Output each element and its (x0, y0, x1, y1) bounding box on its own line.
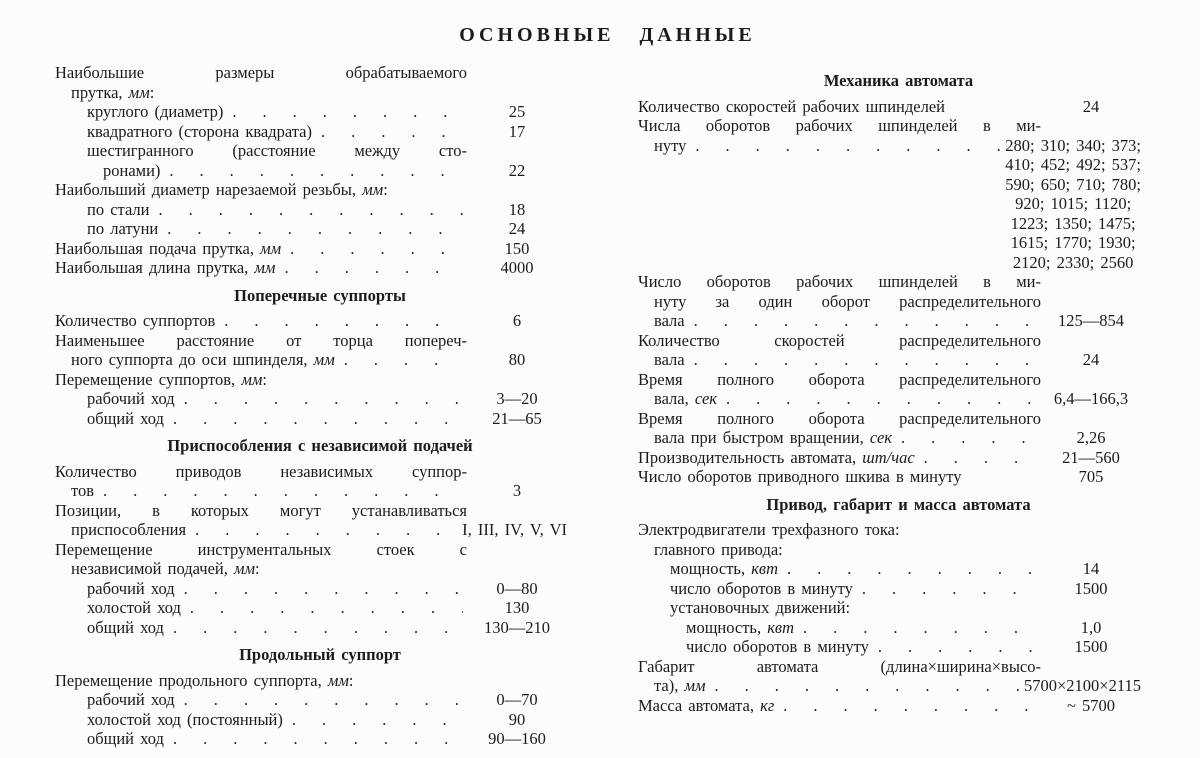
spec-label-line (55, 540, 467, 560)
spec-label-text: Число оборотов приводного шкива в минуту (638, 467, 962, 486)
dot-leader (878, 637, 1037, 657)
spec-row (55, 598, 585, 618)
spec-row (55, 462, 585, 501)
spec-entry (638, 696, 1159, 716)
dot-leader (694, 350, 1037, 370)
spec-label (55, 239, 281, 259)
spec-row (55, 141, 585, 180)
spec-label (55, 219, 158, 239)
spec-row (638, 637, 1159, 657)
spec-entry (55, 618, 585, 638)
spec-label-text: по стали (87, 199, 150, 219)
spec-entry (55, 710, 585, 730)
dot-leader (787, 559, 1037, 579)
spec-label (638, 520, 900, 540)
spec-label (55, 409, 164, 429)
spec-label (638, 559, 778, 579)
spec-entry (638, 676, 1159, 696)
spec-row (55, 690, 585, 710)
spec-value: 705 (1078, 467, 1104, 486)
spec-entry (638, 136, 1159, 273)
spec-entry (55, 122, 585, 142)
spec-value: 6 (512, 311, 522, 330)
spec-label (55, 579, 175, 599)
spec-label-text: Числа оборотов рабочих шпинделей в ми- (638, 116, 1041, 135)
spec-row (638, 467, 1159, 487)
spec-label-text: Электродвигатели трехфазного тока: (638, 520, 900, 539)
spec-label (638, 618, 794, 638)
spec-value: 24 (1082, 96, 1100, 116)
left-column (55, 63, 585, 749)
spec-row (638, 448, 1159, 468)
dot-leader (103, 481, 463, 501)
spec-value: 1500 (1074, 637, 1108, 656)
spec-entry (638, 540, 1159, 560)
spec-label-text: ного суппорта до оси шпинделя, мм (71, 350, 335, 369)
spec-entry (55, 370, 585, 390)
spec-label-line (55, 501, 467, 521)
spec-label (638, 598, 850, 618)
spec-value-line: 590; 650; 710; 780; (1005, 174, 1141, 194)
spec-label-text: Количество приводов независимых суппор- (55, 461, 467, 481)
spec-row (638, 116, 1159, 272)
spec-value: 3—20 (496, 389, 538, 408)
spec-entry (55, 311, 585, 331)
unit-label: шт/час (862, 447, 915, 467)
spec-entry (638, 520, 1159, 540)
spec-label-text: вала (654, 350, 685, 369)
page-title: ОСНОВНЫЕ ДАННЫЕ (459, 24, 756, 46)
dot-leader (726, 389, 1037, 409)
section-heading: Приспособления с независимой подачей (167, 436, 473, 455)
spec-entry (638, 389, 1159, 409)
spec-label (55, 690, 175, 710)
spec-row (55, 219, 585, 239)
spec-entry (55, 219, 585, 239)
dot-leader (783, 696, 1037, 716)
spec-label-line (638, 409, 1041, 429)
spec-label (55, 122, 312, 142)
spec-label-line (638, 292, 1041, 312)
dot-leader (173, 729, 463, 749)
spec-label (55, 370, 267, 390)
spec-value: 0—70 (496, 690, 538, 709)
spec-value: 0—80 (496, 578, 538, 598)
dot-leader (321, 122, 463, 142)
spec-label (55, 389, 175, 409)
spec-row (638, 559, 1159, 579)
spec-label-line (638, 331, 1041, 351)
spec-entry (55, 83, 585, 103)
spec-entry (55, 671, 585, 691)
right-column (638, 63, 1159, 749)
spec-label-text: Количество суппортов (55, 311, 216, 330)
spec-label-text: Количество скоростей распределительного (638, 330, 1041, 350)
spec-label (55, 102, 223, 122)
dot-leader (173, 409, 463, 429)
spec-value-line: 1223; 1350; 1475; (1010, 213, 1136, 233)
spec-row (55, 370, 585, 390)
spec-value: 80 (508, 350, 526, 369)
spec-value: 90 (508, 709, 526, 729)
spec-entry (55, 729, 585, 749)
unit-label: мм (254, 258, 276, 277)
spec-row (638, 272, 1159, 331)
spec-value: I, III, IV, V, VI (462, 520, 567, 539)
spec-label (55, 83, 154, 103)
spec-label (55, 161, 160, 181)
spec-label-text: Время полного оборота распределительного (638, 408, 1041, 428)
unit-label: мм (233, 559, 256, 578)
spec-entry (55, 258, 585, 278)
spec-label-text: приспособления (71, 520, 187, 539)
spec-label-text: Наибольший диаметр нарезаемой резьбы, мм: (55, 180, 388, 199)
unit-label: мм (684, 676, 706, 695)
spec-label-text: главного привода: (654, 539, 783, 559)
spec-entry (638, 97, 1159, 117)
spec-label-line (55, 63, 467, 83)
spec-row (55, 671, 585, 691)
spec-value: 25 (508, 102, 526, 121)
dot-leader (803, 618, 1037, 638)
spec-value: 5700×2100×2115 (1024, 676, 1141, 695)
spec-row (638, 370, 1159, 409)
spec-label-text: вала (654, 311, 685, 330)
spec-label-text: Наибольшая длина прутка, мм (55, 258, 276, 277)
spec-label (55, 598, 181, 618)
spec-label-line (638, 272, 1041, 292)
spec-label (55, 710, 283, 730)
spec-label (55, 311, 215, 331)
spec-entry (638, 448, 1159, 468)
spec-value-line: 280; 310; 340; 373; (1005, 135, 1141, 155)
spec-label (638, 696, 774, 716)
spec-label-text: холостой ход (87, 598, 181, 617)
spec-value: 21—65 (492, 408, 542, 428)
spec-label (638, 637, 869, 657)
spec-label-text: Наименьшее расстояние от торца попереч- (55, 330, 467, 350)
spec-label-text: независимой подачей, мм: (71, 559, 260, 578)
spec-row (55, 409, 585, 429)
spec-row (638, 579, 1159, 599)
spec-label (55, 180, 388, 200)
spec-label-text: Перемещение суппортов, мм: (55, 369, 267, 389)
spec-value: 2,26 (1076, 428, 1106, 447)
spec-row (55, 710, 585, 730)
spec-label-text: Наибольшая подача прутка, мм (55, 238, 282, 258)
spec-label (638, 389, 717, 409)
spec-value-line: 410; 452; 492; 537; (1005, 155, 1141, 174)
spec-entry (55, 598, 585, 618)
spec-value: 17 (508, 121, 526, 141)
spec-label-text: рабочий ход (87, 578, 175, 598)
spec-label-text: Наибольшие размеры обрабатываемого (55, 63, 467, 82)
dot-leader (284, 258, 463, 278)
spec-label-text: рабочий ход (87, 690, 175, 709)
spec-row (55, 331, 585, 370)
spec-value: ~ 5700 (1066, 695, 1116, 715)
spec-entry (638, 350, 1159, 370)
spec-label-text: по латуни (87, 219, 159, 238)
spec-label (55, 200, 149, 220)
spec-entry (55, 520, 585, 540)
spec-row (55, 258, 585, 278)
spec-label-text: число оборотов в минуту (686, 637, 869, 656)
spec-label-text: мощность, квт (686, 617, 794, 637)
spec-value: 24 (1082, 350, 1100, 369)
dot-leader (190, 598, 463, 618)
spec-label-text: Время полного оборота распределительного (638, 369, 1041, 389)
spec-entry (638, 559, 1159, 579)
spec-entry (638, 637, 1159, 657)
spec-value: 1,0 (1080, 617, 1102, 637)
spec-entry (55, 579, 585, 599)
spec-label-text: тов (71, 481, 95, 500)
spec-label-line (55, 141, 467, 161)
spec-row (55, 729, 585, 749)
spec-label (55, 671, 354, 691)
spec-value: 22 (508, 160, 526, 180)
unit-label: мм (362, 180, 384, 199)
spec-entry (638, 598, 1159, 618)
spec-row (55, 63, 585, 102)
spec-label (638, 467, 961, 487)
spec-label (55, 618, 164, 638)
spec-value-line: 920; 1015; 1120; (1015, 194, 1132, 213)
spec-entry (638, 467, 1159, 487)
spec-label-text: Перемещение продольного суппорта, мм: (55, 670, 354, 690)
spec-row (55, 618, 585, 638)
spec-value: 18 (508, 199, 526, 219)
dot-leader (167, 219, 463, 239)
spec-label (55, 520, 186, 540)
spec-value-line: 1615; 1770; 1930; (1010, 233, 1136, 252)
spec-entry (638, 579, 1159, 599)
spec-entry (55, 102, 585, 122)
spec-label-text: нуту (654, 135, 687, 155)
spec-row (55, 540, 585, 579)
spec-value (1005, 136, 1141, 273)
spec-entry (55, 389, 585, 409)
spec-label-text: квадратного (сторона квадрата) (87, 121, 313, 141)
spec-label-text: Перемещение инструментальных стоек с (55, 539, 467, 559)
spec-value: 14 (1082, 559, 1100, 578)
unit-label: мм (327, 670, 349, 690)
spec-value-line: 2120; 2330; 2560 (1012, 252, 1134, 272)
spec-entry (55, 161, 585, 181)
spec-row (638, 97, 1159, 117)
spec-value: 21—560 (1062, 447, 1120, 467)
dot-leader (169, 161, 463, 181)
dot-leader (173, 618, 463, 638)
spec-label (638, 311, 685, 331)
dot-leader (344, 350, 463, 370)
spec-row (638, 696, 1159, 716)
spec-value: 150 (504, 238, 530, 258)
spec-label-text: мощность, квт (670, 559, 778, 578)
spec-value: 1500 (1074, 578, 1108, 598)
spec-label-text: круглого (диаметр) (87, 102, 224, 121)
spec-entry (55, 200, 585, 220)
dot-leader (195, 520, 458, 540)
spec-value: 24 (508, 219, 526, 238)
unit-label: мм (260, 238, 282, 258)
spec-label (638, 540, 783, 560)
spec-label (638, 448, 915, 468)
spec-label-text: Масса автомата, кг (638, 695, 775, 715)
spec-row (638, 331, 1159, 370)
section-heading: Механика автомата (823, 71, 974, 90)
spec-label-text: нуту за один оборот распределительного (654, 291, 1041, 311)
unit-label: квт (751, 559, 778, 578)
dot-leader (184, 579, 463, 599)
dot-leader (924, 448, 1037, 468)
spec-entry (55, 239, 585, 259)
spec-label-text: общий ход (87, 617, 164, 637)
dot-leader (290, 239, 463, 259)
spec-value: 130—210 (484, 617, 550, 637)
spec-label (638, 579, 853, 599)
spec-label-text: вала, сек (654, 389, 718, 408)
spec-value: 90—160 (488, 729, 546, 748)
spec-value: 4000 (500, 258, 534, 277)
spec-label (638, 136, 686, 156)
dot-leader (694, 311, 1037, 331)
spec-label-text: общий ход (87, 729, 164, 748)
spec-label-text: Число оборотов рабочих шпинделей в ми- (638, 272, 1041, 291)
spec-label (638, 97, 945, 117)
spec-entry (55, 559, 585, 579)
spec-label (638, 676, 706, 696)
spec-label (638, 350, 685, 370)
spec-label (55, 258, 275, 278)
dot-leader (184, 690, 463, 710)
spec-label (638, 428, 892, 448)
spec-entry (55, 350, 585, 370)
spec-row (638, 657, 1159, 696)
spec-value: 130 (504, 598, 530, 617)
section-heading: Привод, габарит и масса автомата (766, 494, 1031, 514)
unit-label: квт (767, 617, 794, 637)
dot-leader (292, 710, 463, 730)
spec-label-text: ронами) (103, 160, 161, 180)
spec-value: 3 (512, 481, 522, 500)
dot-leader (695, 136, 1001, 156)
spec-entry (55, 481, 585, 501)
spec-label-text: число оборотов в минуту (670, 578, 853, 598)
spec-label-text: рабочий ход (87, 389, 175, 408)
spec-entry (638, 618, 1159, 638)
spec-row (55, 501, 585, 540)
spec-label (55, 481, 94, 501)
spec-label (55, 729, 164, 749)
spec-label-line (638, 116, 1041, 136)
spec-label-text: вала при быстром вращении, сек (654, 428, 893, 447)
unit-label: сек (694, 389, 718, 408)
section-heading: Поперечные суппорты (234, 285, 406, 305)
spec-label-text: общий ход (87, 408, 164, 428)
spec-entry (55, 690, 585, 710)
unit-label: мм (128, 82, 150, 102)
dot-leader (184, 389, 463, 409)
spec-row (55, 239, 585, 259)
spec-entry (638, 311, 1159, 331)
spec-label-text: шестигранного (расстояние между сто- (87, 141, 467, 160)
spec-label-line (55, 462, 467, 482)
spec-row (638, 409, 1159, 448)
spec-row (55, 579, 585, 599)
spec-label-text: Количество скоростей рабочих шпинделей (638, 96, 945, 116)
unit-label: мм (241, 369, 263, 389)
spec-row (638, 520, 1159, 540)
spec-label-text: прутка, мм: (71, 82, 155, 102)
unit-label: мм (313, 350, 335, 369)
spec-row (55, 200, 585, 220)
spec-label (55, 350, 335, 370)
spec-label (55, 559, 260, 579)
spec-label-text: та), мм (654, 676, 706, 695)
spec-row (55, 311, 585, 331)
dot-leader (901, 428, 1037, 448)
spec-entry (55, 409, 585, 429)
spec-row (638, 598, 1159, 618)
dot-leader (224, 311, 463, 331)
dot-leader (158, 200, 463, 220)
spec-value: 125—854 (1058, 311, 1124, 330)
unit-label: сек (869, 428, 893, 447)
spec-row (55, 180, 585, 200)
spec-label-text: холостой ход (постоянный) (87, 709, 283, 729)
unit-label: кг (760, 695, 775, 715)
spec-label-line (638, 657, 1041, 677)
dot-leader (715, 676, 1020, 696)
spec-label-text: Позиции, в которых могут устанавливаться (55, 500, 467, 520)
spec-row (638, 540, 1159, 560)
spec-label-text: Габарит автомата (длина×ширина×высо- (638, 656, 1041, 676)
spec-columns (55, 63, 1160, 749)
spec-row (638, 618, 1159, 638)
spec-row (55, 122, 585, 142)
spec-label-text: Производительность автомата, шт/час (638, 447, 915, 467)
dot-leader (862, 579, 1037, 599)
dot-leader (232, 102, 463, 122)
spec-label-line (638, 370, 1041, 390)
spec-row (55, 389, 585, 409)
spec-entry (638, 428, 1159, 448)
section-heading: Продольный суппорт (239, 645, 401, 664)
spec-row (55, 102, 585, 122)
spec-label-text: установочных движений: (670, 598, 851, 617)
spec-label-line (55, 331, 467, 351)
spec-entry (55, 180, 585, 200)
spec-value: 6,4—166,3 (1053, 389, 1129, 408)
